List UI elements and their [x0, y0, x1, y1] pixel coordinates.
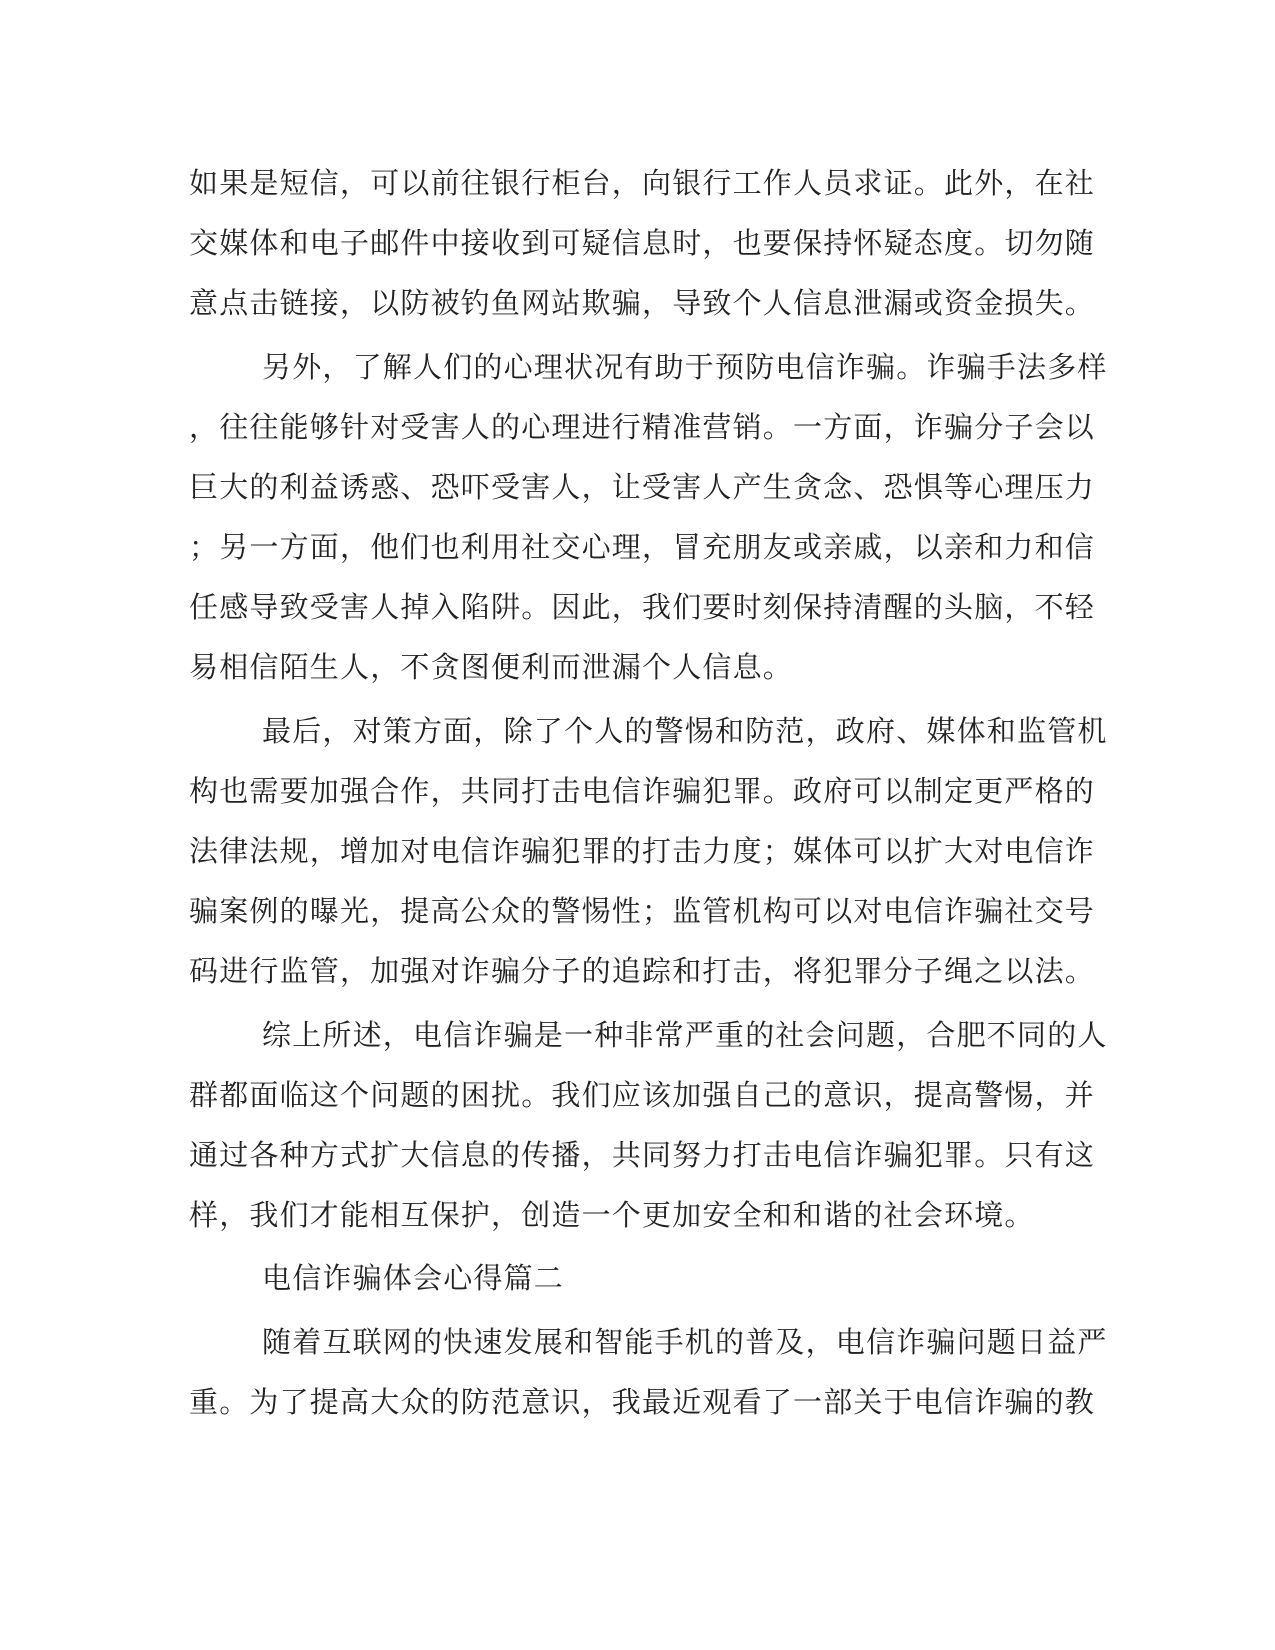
text-line: 巨大的利益诱惑、恐吓受害人，让受害人产生贪念、恐惧等心理压力 [189, 470, 1096, 504]
text-line: 群都面临这个问题的困扰。我们应该加强自己的意识，提高警惕，并 [189, 1078, 1096, 1112]
text-line: 重。为了提高大众的防范意识，我最近观看了一部关于电信诈骗的教 [189, 1385, 1096, 1419]
text-line: 通过各种方式扩大信息的传播，共同努力打击电信诈骗犯罪。只有这 [189, 1138, 1096, 1172]
text-line: ，往往能够针对受害人的心理进行精准营销。一方面，诈骗分子会以 [189, 410, 1096, 444]
paragraph-first-line: 综上所述，电信诈骗是一种非常严重的社会问题，合肥不同的人 [262, 1018, 1108, 1052]
paragraph-first-line: 最后，对策方面，除了个人的警惕和防范，政府、媒体和监管机 [262, 714, 1108, 748]
text-line: 任感导致受害人掉入陷阱。因此，我们要时刻保持清醒的头脑，不轻 [189, 590, 1096, 624]
paragraph-first-line: 另外，了解人们的心理状况有助于预防电信诈骗。诈骗手法多样 [262, 350, 1108, 384]
text-line: 构也需要加强合作，共同打击电信诈骗犯罪。政府可以制定更严格的 [189, 774, 1096, 808]
text-line: 骗案例的曝光，提高公众的警惕性；监管机构可以对电信诈骗社交号 [189, 894, 1096, 928]
text-line: ；另一方面，他们也利用社交心理，冒充朋友或亲戚，以亲和力和信 [189, 530, 1096, 564]
text-line: 意点击链接，以防被钓鱼网站欺骗，导致个人信息泄漏或资金损失。 [189, 286, 1096, 320]
text-line: 码进行监管，加强对诈骗分子的追踪和打击，将犯罪分子绳之以法。 [189, 954, 1096, 988]
paragraph-first-line: 随着互联网的快速发展和智能手机的普及，电信诈骗问题日益严 [262, 1325, 1108, 1359]
text-line: 易相信陌生人，不贪图便利而泄漏个人信息。 [189, 650, 794, 684]
text-line: 样，我们才能相互保护，创造一个更加安全和和谐的社会环境。 [189, 1198, 1035, 1232]
text-line: 交媒体和电子邮件中接收到可疑信息时，也要保持怀疑态度。切勿随 [189, 226, 1096, 260]
text-line: 法律法规，增加对电信诈骗犯罪的打击力度；媒体可以扩大对电信诈 [189, 834, 1096, 868]
text-line: 如果是短信，可以前往银行柜台，向银行工作人员求证。此外，在社 [189, 166, 1096, 200]
section-heading: 电信诈骗体会心得篇二 [262, 1261, 565, 1295]
